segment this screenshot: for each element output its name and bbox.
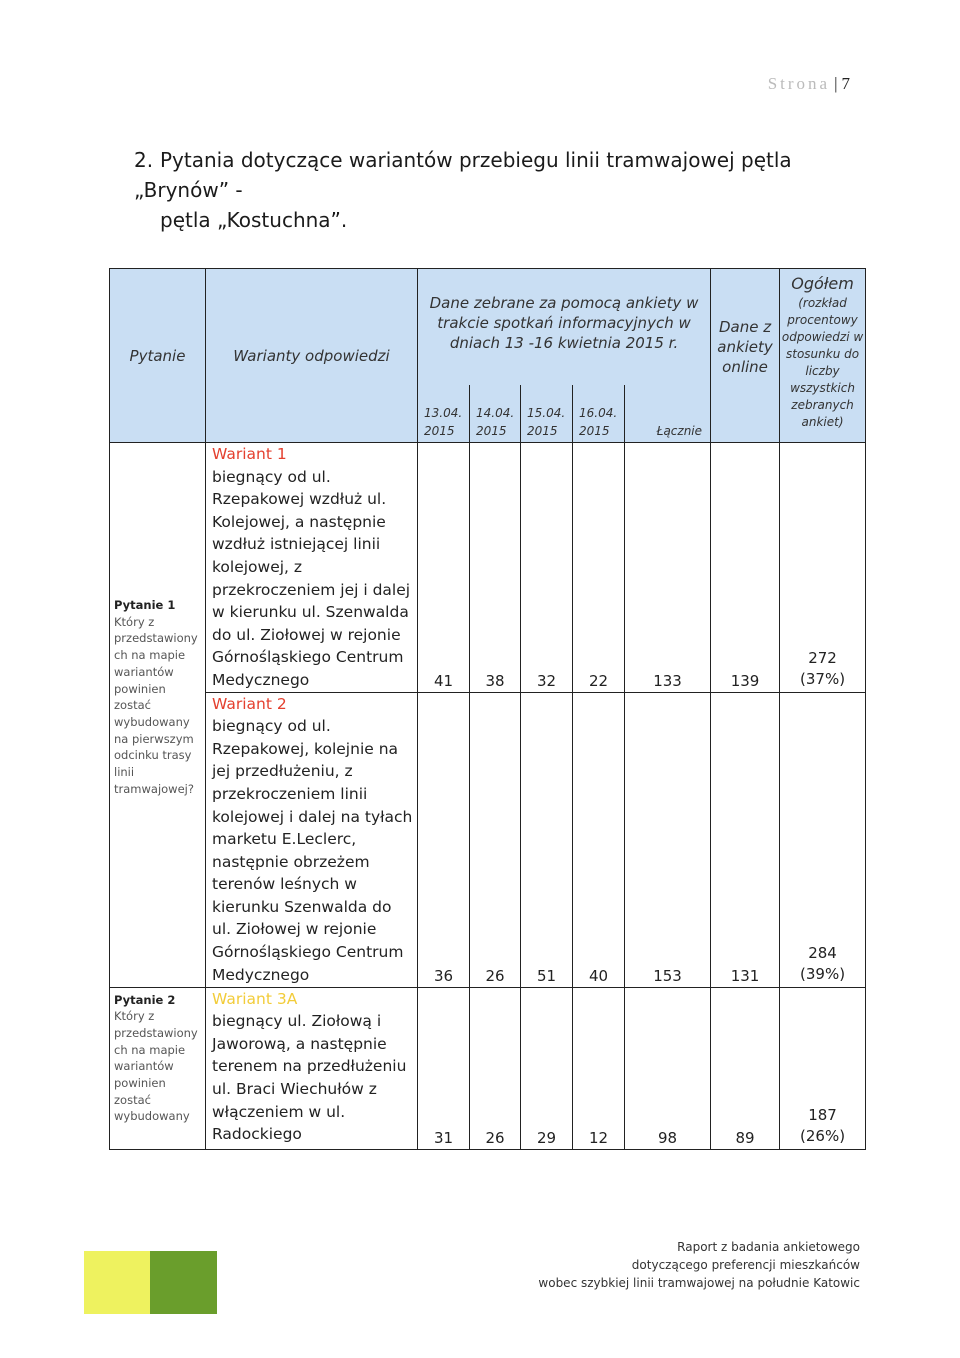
question-cell bbox=[110, 443, 206, 988]
variant-name: Wariant 1 bbox=[212, 445, 287, 463]
header-summary-title: Ogółem bbox=[791, 274, 854, 293]
online-count: 131 bbox=[711, 692, 780, 987]
heading-line-1 bbox=[134, 145, 854, 205]
variant-cell bbox=[206, 692, 418, 987]
variant-cell bbox=[206, 987, 418, 1149]
page-label: Strona bbox=[767, 74, 831, 93]
survey-results-table bbox=[109, 268, 866, 1150]
overall-count: 187 bbox=[808, 1105, 837, 1124]
variant-description: biegnący od ul. Rzepakowej wzdłuż ul. Kolejowej, a następnie wzdłuż istniejącej linii kolejowej, z przekroczeniem jej i dalej w kierunku ul. Szenwalda do ul. Ziołowej w rejonie Górnośląskiego Centrum Medycznego bbox=[212, 467, 411, 689]
variant-name: Wariant 3A bbox=[212, 989, 298, 1008]
heading-text-1: Pytania dotyczące wariantów przebiegu linii tramwajowej pętla „Brynów” - bbox=[134, 148, 792, 202]
online-count: 139 bbox=[711, 443, 780, 693]
header-date: 14.04. 2015 bbox=[470, 385, 521, 443]
day-count: 41 bbox=[418, 443, 470, 693]
overall-count: 272 bbox=[808, 648, 837, 667]
day-count: 51 bbox=[521, 692, 573, 987]
page-separator: | bbox=[834, 74, 838, 93]
day-count: 38 bbox=[470, 443, 521, 693]
question-title: Pytanie 2 bbox=[114, 992, 176, 1007]
footer-line: dotyczącego preferencji mieszkańców bbox=[631, 1258, 860, 1272]
question-text: Który z przedstawiony ch na mapie wariantów powinien zostać wybudowany bbox=[114, 1009, 198, 1124]
heading-number: 2. bbox=[134, 148, 154, 172]
header-variants: Warianty odpowiedzi bbox=[206, 269, 418, 443]
header-date: 13.04. 2015 bbox=[418, 385, 470, 443]
overall-count: 284 bbox=[808, 943, 837, 962]
table-row bbox=[110, 443, 866, 693]
day-count: 36 bbox=[418, 692, 470, 987]
header-online: Dane z ankiety online bbox=[711, 269, 780, 443]
day-count: 22 bbox=[573, 443, 625, 693]
overall-percent: (26%) bbox=[800, 1126, 846, 1145]
logo-green-block bbox=[150, 1251, 217, 1314]
footer-line: wobec szybkiej linii tramwajowej na południe Katowic bbox=[538, 1276, 860, 1290]
header-date: 16.04. 2015 bbox=[573, 385, 625, 443]
report-footer bbox=[480, 1238, 860, 1292]
day-count: 31 bbox=[418, 987, 470, 1149]
overall-percent: (37%) bbox=[800, 669, 846, 688]
page-number-value: 7 bbox=[841, 74, 850, 93]
table-row bbox=[110, 987, 866, 1149]
day-count: 26 bbox=[470, 987, 521, 1149]
overall-cell bbox=[780, 987, 866, 1149]
overall-cell bbox=[780, 692, 866, 987]
header-survey-group: Dane zebrane za pomocą ankiety w trakcie spotkań informacyjnych w dniach 13 -16 kwietnia 2015 r. bbox=[418, 269, 711, 385]
logo bbox=[84, 1251, 217, 1314]
logo-yellow-block bbox=[84, 1251, 150, 1314]
total-count: 133 bbox=[625, 443, 711, 693]
day-count: 26 bbox=[470, 692, 521, 987]
total-count: 153 bbox=[625, 692, 711, 987]
overall-cell bbox=[780, 443, 866, 693]
table-row bbox=[110, 692, 866, 987]
online-count: 89 bbox=[711, 987, 780, 1149]
footer-line: Raport z badania ankietowego bbox=[677, 1240, 860, 1254]
day-count: 12 bbox=[573, 987, 625, 1149]
day-count: 32 bbox=[521, 443, 573, 693]
total-count: 98 bbox=[625, 987, 711, 1149]
header-summary bbox=[780, 269, 866, 443]
header-total: Łącznie bbox=[625, 385, 711, 443]
variant-description: biegnący ul. Ziołową i Jaworową, a następnie terenem na przedłużeniu ul. Braci Wiechułów z włączeniem w ul. Radockiego bbox=[212, 1012, 407, 1144]
question-text: Który z przedstawiony ch na mapie wariantów powinien zostać wybudowany na pierwszym odcinku trasy linii tramwajowej? bbox=[114, 614, 198, 796]
heading-line-2: pętla „Kostuchna”. bbox=[160, 208, 348, 232]
page-number bbox=[768, 74, 850, 94]
day-count: 29 bbox=[521, 987, 573, 1149]
variant-description: biegnący od ul. Rzepakowej, kolejnie na jej przedłużeniu, z przekroczeniem linii kolejowej i dalej na tyłach marketu E.Leclerc, następnie obrzeżem terenów leśnych w kierunku Szenwalda do ul. Ziołowej w rejonie Górnośląskiego Centrum Medycznego bbox=[212, 717, 413, 984]
overall-percent: (39%) bbox=[800, 964, 846, 983]
question-cell bbox=[110, 987, 206, 1149]
question-title: Pytanie 1 bbox=[114, 598, 176, 612]
header-summary-desc: (rozkład procentowy odpowiedzi w stosunku do liczby wszystkich zebranych ankiet) bbox=[781, 296, 864, 429]
header-question: Pytanie bbox=[110, 269, 206, 443]
day-count: 40 bbox=[573, 692, 625, 987]
variant-name: Wariant 2 bbox=[212, 694, 287, 713]
section-heading bbox=[134, 145, 854, 235]
variant-cell bbox=[206, 443, 418, 693]
header-date: 15.04. 2015 bbox=[521, 385, 573, 443]
